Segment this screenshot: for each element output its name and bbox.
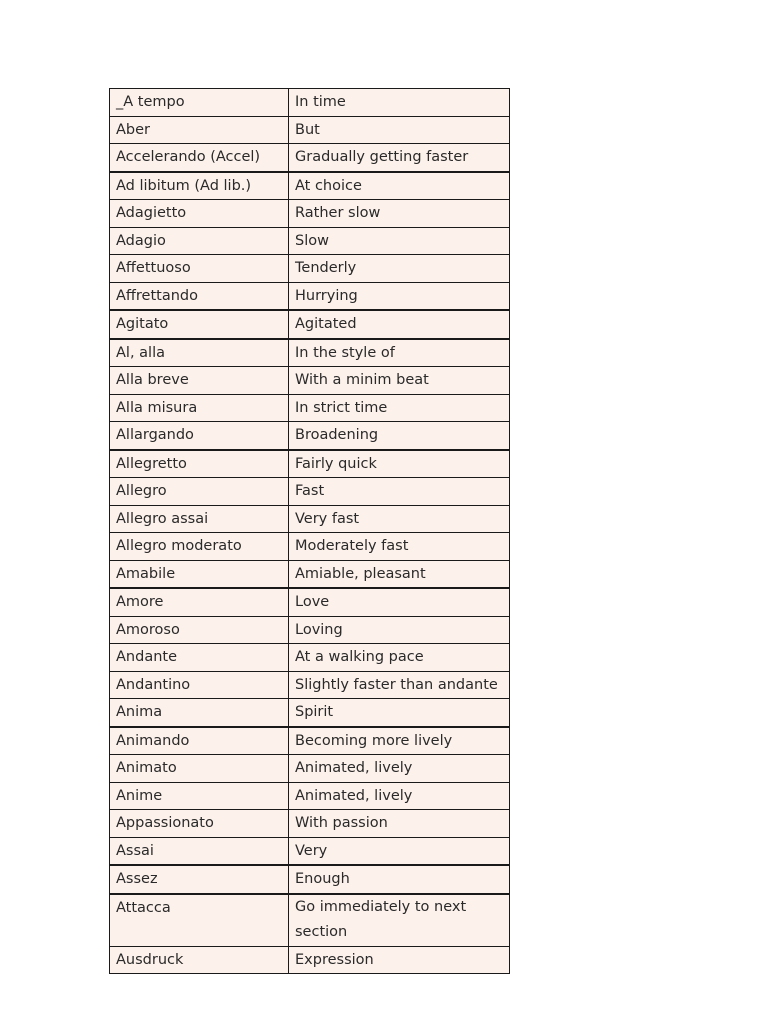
table-row <box>110 837 510 865</box>
meaning-cell: Agitated <box>289 310 510 339</box>
term-cell: Allegretto <box>110 450 289 478</box>
term-cell: Animando <box>110 727 289 755</box>
term-cell: Andante <box>110 644 289 672</box>
table-row <box>110 671 510 699</box>
term-cell: Adagio <box>110 227 289 255</box>
meaning-cell: Loving <box>289 616 510 644</box>
table-row <box>110 339 510 367</box>
term-cell: Attacca <box>110 894 289 947</box>
table-row <box>110 810 510 838</box>
table-row <box>110 699 510 727</box>
term-cell: Allegro moderato <box>110 533 289 561</box>
term-cell: Agitato <box>110 310 289 339</box>
term-cell: Aber <box>110 116 289 144</box>
term-cell: Ausdruck <box>110 946 289 974</box>
term-cell: Alla misura <box>110 394 289 422</box>
meaning-cell: At a walking pace <box>289 644 510 672</box>
meaning-cell: Gradually getting faster <box>289 144 510 172</box>
table-row <box>110 282 510 310</box>
term-cell: Affrettando <box>110 282 289 310</box>
meaning-cell: Slightly faster than andante <box>289 671 510 699</box>
term-cell: Ad libitum (Ad lib.) <box>110 172 289 200</box>
table-row <box>110 367 510 395</box>
table-row <box>110 894 510 947</box>
term-cell: Al, alla <box>110 339 289 367</box>
table-row <box>110 865 510 894</box>
table-row <box>110 200 510 228</box>
meaning-cell: Animated, lively <box>289 755 510 783</box>
meaning-cell: But <box>289 116 510 144</box>
term-cell: Assez <box>110 865 289 894</box>
meaning-cell: In the style of <box>289 339 510 367</box>
term-cell: Allargando <box>110 422 289 450</box>
meaning-cell: Spirit <box>289 699 510 727</box>
meaning-cell: Slow <box>289 227 510 255</box>
term-cell: Alla breve <box>110 367 289 395</box>
meaning-cell: Tenderly <box>289 255 510 283</box>
meaning-cell: Moderately fast <box>289 533 510 561</box>
table-row <box>110 310 510 339</box>
term-cell: Amore <box>110 588 289 616</box>
meaning-cell: With a minim beat <box>289 367 510 395</box>
meaning-cell: Fast <box>289 478 510 506</box>
term-cell: Amoroso <box>110 616 289 644</box>
term-cell: Accelerando (Accel) <box>110 144 289 172</box>
table-row <box>110 394 510 422</box>
meaning-cell: Amiable, pleasant <box>289 560 510 588</box>
meaning-cell: Becoming more lively <box>289 727 510 755</box>
table-row <box>110 782 510 810</box>
glossary-table <box>109 88 510 974</box>
term-cell: Affettuoso <box>110 255 289 283</box>
meaning-cell: Fairly quick <box>289 450 510 478</box>
table-row <box>110 172 510 200</box>
meaning-cell: Rather slow <box>289 200 510 228</box>
term-cell: Andantino <box>110 671 289 699</box>
term-cell: Appassionato <box>110 810 289 838</box>
term-cell: Amabile <box>110 560 289 588</box>
table-row <box>110 727 510 755</box>
table-row <box>110 227 510 255</box>
term-cell: _A tempo <box>110 89 289 117</box>
meaning-cell: Go immediately to next section <box>289 894 510 947</box>
meaning-cell: Very <box>289 837 510 865</box>
table-row <box>110 505 510 533</box>
meaning-cell: At choice <box>289 172 510 200</box>
table-row <box>110 588 510 616</box>
table-row <box>110 89 510 117</box>
term-cell: Anime <box>110 782 289 810</box>
term-cell: Allegro assai <box>110 505 289 533</box>
meaning-cell: In strict time <box>289 394 510 422</box>
term-cell: Anima <box>110 699 289 727</box>
term-cell: Adagietto <box>110 200 289 228</box>
term-cell: Allegro <box>110 478 289 506</box>
meaning-cell: Broadening <box>289 422 510 450</box>
meaning-cell: Animated, lively <box>289 782 510 810</box>
meaning-cell: Love <box>289 588 510 616</box>
term-cell: Assai <box>110 837 289 865</box>
table-row <box>110 144 510 172</box>
meaning-cell: Expression <box>289 946 510 974</box>
table-row <box>110 644 510 672</box>
meaning-cell: Very fast <box>289 505 510 533</box>
table-row <box>110 755 510 783</box>
table-row <box>110 560 510 588</box>
term-cell: Animato <box>110 755 289 783</box>
meaning-cell: Hurrying <box>289 282 510 310</box>
table-row <box>110 533 510 561</box>
meaning-cell: With passion <box>289 810 510 838</box>
table-row <box>110 616 510 644</box>
table-row <box>110 255 510 283</box>
table-row <box>110 450 510 478</box>
meaning-cell: In time <box>289 89 510 117</box>
glossary-body <box>110 89 510 974</box>
table-row <box>110 116 510 144</box>
table-row <box>110 946 510 974</box>
meaning-cell: Enough <box>289 865 510 894</box>
table-row <box>110 478 510 506</box>
table-row <box>110 422 510 450</box>
